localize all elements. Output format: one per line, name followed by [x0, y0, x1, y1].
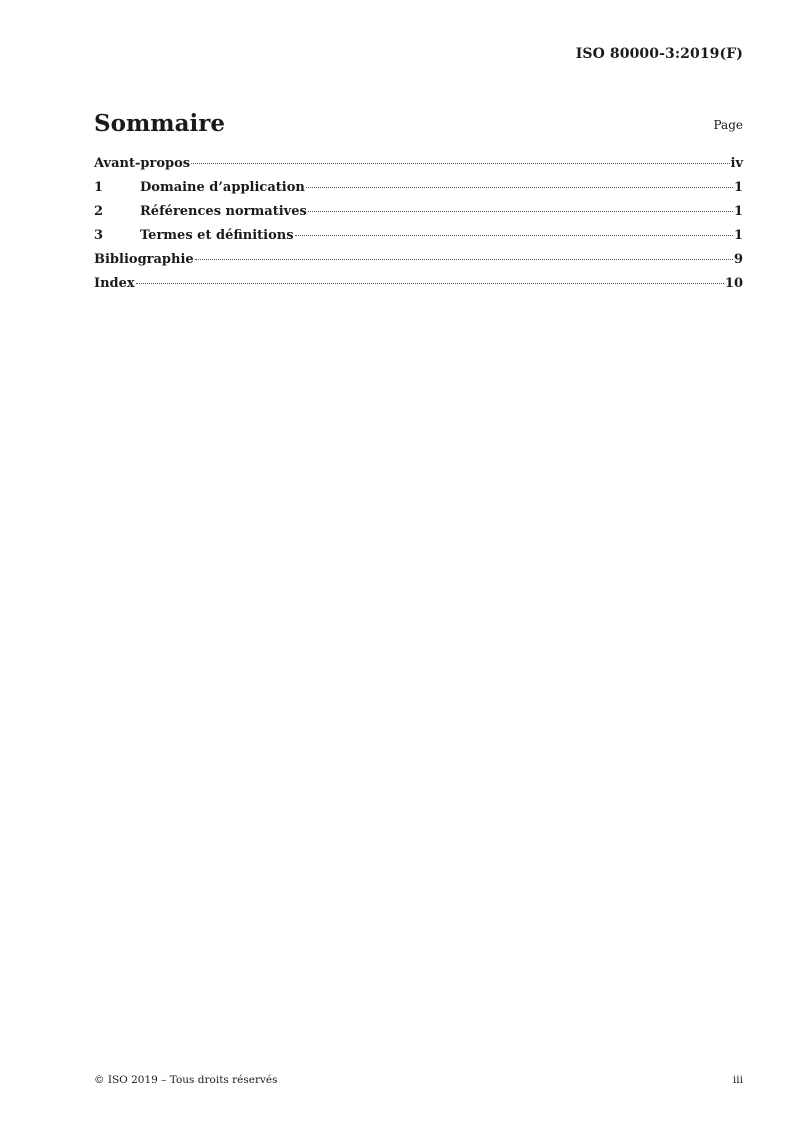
toc-title: Sommaire	[94, 110, 226, 137]
toc-entry-label: Termes et définitions	[140, 228, 294, 243]
document-id: ISO 80000-3:2019(F)	[575, 46, 743, 62]
toc-entry-references[interactable]	[94, 204, 743, 228]
dot-leader	[191, 163, 729, 164]
dot-leader	[295, 235, 733, 236]
toc-entry-label: Avant-propos	[94, 156, 191, 171]
toc-entry-page: 10	[724, 276, 743, 291]
copyright-notice: © ISO 2019 – Tous droits réservés	[94, 1074, 278, 1086]
toc-entry-page: 1	[733, 228, 743, 243]
toc-entry-page: 9	[733, 252, 743, 267]
toc-entry-number: 3	[94, 228, 104, 243]
toc-entry-number: 2	[94, 204, 104, 219]
toc-entry-label: Domaine d’application	[140, 180, 305, 195]
dot-leader	[136, 283, 724, 284]
page-number: iii	[732, 1074, 743, 1086]
dot-leader	[195, 259, 733, 260]
toc-entry-bibliographie[interactable]	[94, 252, 743, 276]
toc-entry-termes[interactable]	[94, 228, 743, 252]
dot-leader	[308, 211, 733, 212]
page-column-label: Page	[713, 118, 743, 132]
table-of-contents	[94, 156, 743, 300]
toc-entry-index[interactable]	[94, 276, 743, 300]
toc-entry-label: Références normatives	[140, 204, 307, 219]
toc-entry-label: Bibliographie	[94, 252, 194, 267]
toc-entry-avant-propos[interactable]	[94, 156, 743, 180]
toc-entry-domaine[interactable]	[94, 180, 743, 204]
toc-entry-label: Index	[94, 276, 135, 291]
toc-entry-page: 1	[733, 180, 743, 195]
dot-leader	[306, 187, 733, 188]
toc-entry-number: 1	[94, 180, 104, 195]
toc-entry-page: iv	[730, 156, 743, 171]
toc-entry-page: 1	[733, 204, 743, 219]
